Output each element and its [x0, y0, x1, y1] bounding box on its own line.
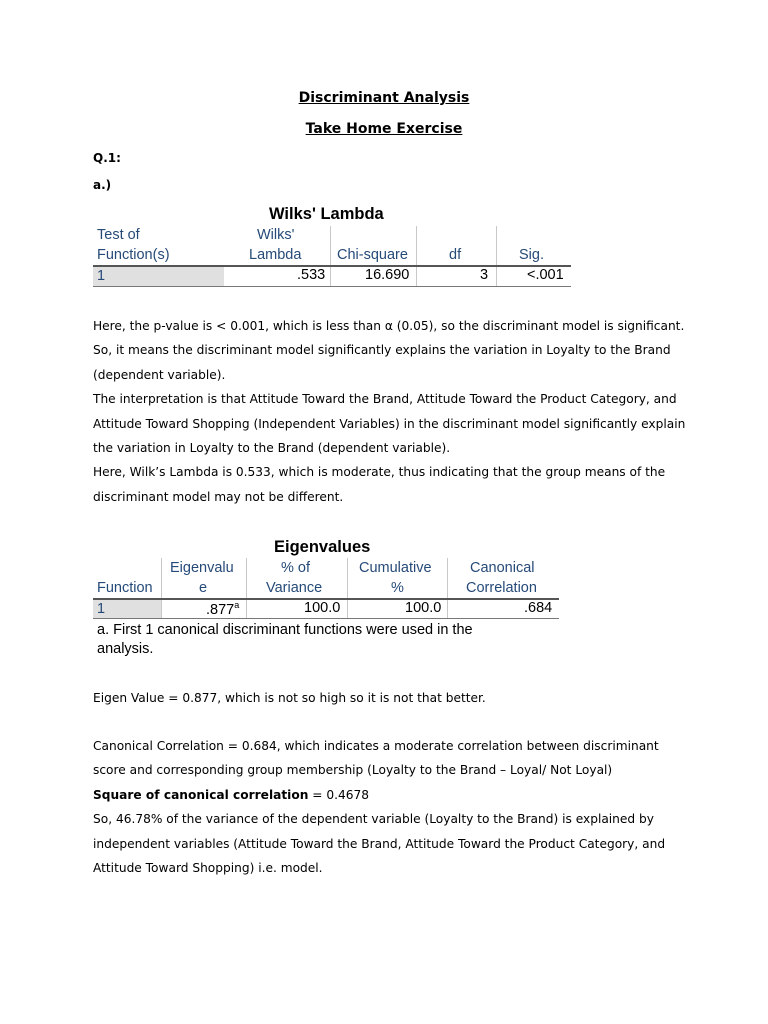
wilks-header-test-line2: Function(s) — [97, 247, 170, 263]
wilks-df-value: 3 — [480, 267, 489, 283]
eigen-para: Eigen Value = 0.877, which is not so high so it is not that better. — [93, 691, 486, 705]
canonical-para-3: So, 46.78% of the variance of the dependent variable (Loyalty to the Brand) is explained by independent variables (Attitude Toward the Brand, Attitude Toward the Product Category, and Attitude Toward Shopping) i.e. model. — [93, 812, 666, 876]
wilks-header-lambda-line2: Lambda — [249, 247, 302, 263]
eigen-header-eigenvalue-line1: Eigenvalu — [170, 560, 234, 576]
wilks-header-lambda-line1: Wilks' — [257, 227, 295, 243]
eigen-header-variance-line1: % of — [281, 560, 311, 576]
eigen-eigenvalue-number: .877 — [206, 601, 235, 618]
eigen-footnote-marker: a — [234, 600, 240, 610]
wilks-row-label: 1 — [93, 267, 224, 286]
wilks-header-chisquare: Chi-square — [337, 247, 408, 263]
document-subtitle: Take Home Exercise — [305, 121, 463, 137]
eigen-divider — [447, 558, 448, 618]
wilks-para-2: The interpretation is that Attitude Toward the Brand, Attitude Toward the Product Category, and Attitude Toward Shopping (Independent Variables) in the discriminant model significantly explain the variation in Loyalty to the Brand (dependent variable). — [93, 392, 686, 456]
wilks-sig-value: <.001 — [527, 267, 564, 283]
eigen-row-label: 1 — [93, 600, 161, 618]
question-label: Q.1: — [93, 151, 121, 165]
document-title: Discriminant Analysis — [298, 90, 470, 106]
eigen-canonical-value: .684 — [524, 600, 553, 616]
wilks-table-title: Wilks' Lambda — [269, 205, 384, 223]
eigen-table-title: Eigenvalues — [274, 538, 371, 556]
canonical-square-line — [93, 783, 693, 807]
eigen-divider — [161, 558, 162, 618]
eigen-header-canonical-line2: Correlation — [466, 580, 537, 596]
eigen-variance-value: 100.0 — [304, 600, 341, 616]
eigen-header-eigenvalue-line2: e — [199, 580, 208, 596]
wilks-header-df: df — [449, 247, 462, 263]
eigen-divider — [347, 558, 348, 618]
eigen-header-canonical-line1: Canonical — [470, 560, 535, 576]
eigen-header-cumulative-line1: Cumulative — [359, 560, 432, 576]
wilks-para-1: Here, the p-value is < 0.001, which is less than α (0.05), so the discriminant model is significant. So, it means the discriminant model significantly explains the variation in Loyalty to the Brand (dependent variable). — [93, 319, 685, 382]
eigen-interpretation — [93, 686, 693, 710]
wilks-chisquare-value: 16.690 — [365, 267, 410, 283]
part-label: a.) — [93, 178, 112, 192]
wilks-header-sig: Sig. — [519, 247, 544, 263]
eigen-header-variance-line2: Variance — [266, 580, 323, 596]
eigen-eigenvalue-value — [206, 600, 239, 618]
eigen-header-function: Function — [97, 580, 153, 596]
eigen-footnote: a. First 1 canonical discriminant functions were used in the analysis. — [97, 622, 473, 657]
canonical-square-label: Square of canonical correlation — [93, 787, 309, 802]
eigen-cumulative-value: 100.0 — [405, 600, 442, 616]
canonical-interpretation — [93, 734, 693, 880]
wilks-header-test-line1: Test of — [97, 227, 140, 243]
eigen-divider — [246, 558, 247, 618]
canonical-square-value: = 0.4678 — [308, 787, 370, 802]
canonical-para-1: Canonical Correlation = 0.684, which indicates a moderate correlation between discriminant score and corresponding group membership (Loyalty to the Brand – Loyal/ Not Loyal) — [93, 739, 659, 778]
eigen-bottom-rule — [93, 618, 559, 619]
wilks-lambda-value: .533 — [297, 267, 326, 283]
wilks-para-3: Here, Wilk’s Lambda is 0.533, which is moderate, thus indicating that the group means of the discriminant model may not be different. — [93, 465, 666, 504]
eigen-header-cumulative-line2: % — [391, 580, 404, 596]
